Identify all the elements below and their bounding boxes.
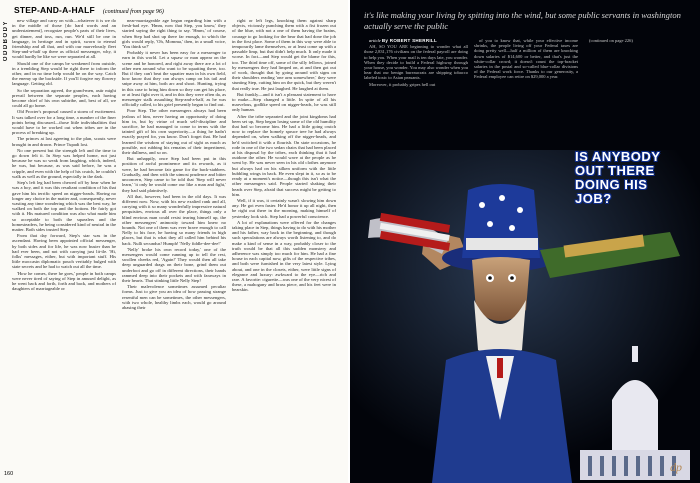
paragraph: Well, if it was, it certainly wasn't slowing him down any. He got even faster. He'd honor it up all night, then be right out there in the morning, making himself of yesterday look sick. Step had a powerful conscience. bbox=[232, 197, 336, 219]
uncle-sam-face bbox=[472, 257, 530, 356]
paragraph: But frankly—and it isn't a pleasant statement to have to make—Step changed a little. In spite of all his marvelous, godlike speed on nigger-heads, he was still only human. bbox=[232, 91, 336, 113]
article-column-3 bbox=[584, 38, 688, 158]
paragraph: But unhappily, once Step had been put in this position of awful prominence and its rewards, as it were, he had become fair game for the back-stabbers. Gradually, and then with the utmost prudence and bitter unconcern, Step came to be told that 'Step will never learn,' 'it only he would come our like a man and fight,' they had said plaintively. bbox=[122, 156, 226, 193]
paragraph: All that, however, had been in the old days. It was different now. Now, with his new exalted rank and all, carrying with it so many wonderfully impressive natural perquisites, envious all over the place, things only a blind envious man could resist tearing himself up, the other messengers' animosity toward him knew no bounds. Not one of them was ever brave enough to call Nelly to his face, he having so many friends in high places, but that is what they all called him behind his back. Nulli secundus! Humph! 'Nelly fiddle-dee-dee!' bbox=[122, 193, 226, 246]
article-column-1 bbox=[364, 38, 468, 158]
paragraph: Poor Step. The other messengers always had been jealous of him, never having an opportunity of doing him in, but by virtue of much self-discipline and sacrifice, he had managed to come to terms with the tainted gift of his own superiority—a thing he hadn't exactly prayed for, you know. Don't forget that. He had learned the wisdom of staying out of sight as much as possible, not rubbing his remains of their impertinent, their dullness, and so on. bbox=[122, 108, 226, 156]
paragraph: Should one of the camps be weakened from outside, in a trembling Step would be right there to inform the other, and in no time help would be on the way. Catch the enemy up the backside. If you'll forgive my flowery language. Getting old. bbox=[12, 60, 116, 87]
headline-line-1: IS ANYBODY bbox=[575, 149, 661, 164]
headline-line-4: JOB? bbox=[575, 191, 612, 206]
section-label: ODDBODY bbox=[3, 20, 9, 62]
byline bbox=[364, 38, 468, 43]
paragraph: near-marriageable age began regarding him with a fresh-bad eye. 'Hmm, now that Step, you know,' they started saying the right thing to say. 'Hmm,' of course, when Step had shot up there far enough, to which the girls would reply, 'Oh, Momma,' then, in a small voice, 'You think so?' bbox=[122, 18, 226, 50]
headline-line-3: DOING HIS bbox=[575, 177, 648, 192]
story-headline bbox=[14, 5, 334, 15]
paragraph: Probably it never has been easy for a messenger to earn in this world. Let a squaw or man appear on the scene and be honored, and right away there are a lot of other men around who want to be squatting there, too. But if they can't beat the squatter man in his own field, how know that they can always camp on his tail and snipe away at him, both arc and shoot. Hunting, trying in this case to bring him down so they can get his place, or at least fight over it, and in this they were often da, as messenger stalk assaulting Step-and-a-half, as he was officially called, to his grief presently began to find out. bbox=[122, 50, 226, 108]
author-name: By ROBERT SHERRILL bbox=[381, 38, 438, 43]
paragraph: After the tribe separated and the joint kingdoms had been set up, Step began losing some of the old humility that had so become him. He had a little going crutch now to replace the homely spruce tree he had always depended on, when walking off the nigger-heads, and he'd switched it with a flourish. On state occasions, he rode in one of the two sedan chairs that had been placed at his disposal by the tribes, each thinking that it had outdone the other. He would wave at the people as he went by. He was never seen in his old clothes anymore but always had on his silken uniform with the little bubbling wings in back. He even slept in it, so as to be ready at a moment's notice—though this isn't what the other messengers said. People started shaking their heads over Step, afraid that success might be getting to him. bbox=[232, 113, 336, 197]
left-page bbox=[0, 0, 348, 483]
artist-signature: dp bbox=[670, 460, 682, 474]
paragraph: AH, SO YOU ARE beginning to wonder what all those 2,831,176 civilians on the federal payroll are doing to help you. When your mail is ten days late, you wonder. When they decide to build a Federal highway through your house, you wonder. You may also wonder when you hear that our benign bureaucrats are shipping tobacco labeled toxic to Asian peasants. bbox=[364, 44, 468, 81]
uncle-sam-body bbox=[432, 349, 572, 483]
paragraph: Step's left leg had been chewed off by bear when he was a boy, and it was this resultant condition of his that gave him his terrific speed on nigger-heads. Having no longer any choice in the matter and, consequently, never wasting any time wondering which was the best way, he walked on both the top and the bottom. He fairly got with it. His matured condition was also what made him so acceptable to both the squealers and the homesteaders, he being considered kind of neutral in the matter. Both sides trusted Step. bbox=[12, 180, 116, 232]
paragraph: Their malevolence sometimes assumed peculiar forms. Just to give you an idea of how passing strange resentful men can be sometimes, the other messengers, with two whole, healthy limbs each, would go around abasing their bbox=[122, 284, 226, 310]
continued-note: (continued from page 96) bbox=[102, 9, 164, 15]
paragraph: So the separation agreed, the grand-men, astir might prevail between the separate peoples, each having become chief of his own subtribe, and, best of all, we could all go home. bbox=[12, 87, 116, 109]
paragraph: (continued on page 226) bbox=[589, 38, 633, 43]
text-column-1 bbox=[12, 18, 116, 460]
paragraph: Moreover, it probably gripes hell out bbox=[369, 81, 436, 87]
paragraph: 'Nelly' broke his own record today,' one of the messengers would come running up to tell the rest, swollen cheeks red, 'Again!' They would then all take deep unguarded drags on their bone, grind them out underfoot and go off in different directions, their hands rammed deep into their pockets and with faraways in their hearts. That stinking little Nelly Step! bbox=[122, 246, 226, 283]
paragraph: new village and carry on with—whatever it is we do in the middle of those [do hard words and an understatement], recognize people's parts of their lives, get dinner, and toss, run, run. We'd still be one in language, in heritage and in spirit, sworn to eternal friendship and all that, and with our marvelously fleet Step-and-a-half up there as official messenger, why, it would hardly be like we were separated at all. bbox=[12, 18, 116, 60]
big-question-headline bbox=[575, 150, 695, 206]
page-number: 160 bbox=[4, 471, 14, 477]
headline-title: STEP-AND-A-HALF bbox=[14, 5, 95, 15]
paragraph: right or left legs, knocking them against sharp objects, viciously punching them with a fist frozen out of the blue, with not a one of them having the brains, courage to go looking for the bear that had done the job in the first place. Some of them in this way were able to temporarily lame themselves, or at least come up with a passable limp, but that didn't help much. It only made it worse. In fact—and Step would get the blame for this, too. The third time off, some of the silly fellows, joined by messengers they had limped on, at and then got out of work, thought that by going around with signs on their shoulders reading 'one arm somewhere,' they were stunting Step, cutting him on the quick, but they weren't that really true. He just laughed. He laughed at them. bbox=[232, 18, 336, 91]
paragraph: No one present but the strength left and the time to go down felt it. In Step was helped home, not just because he was so weak from laughing, which, indeed, he was, but because, as was said before, he was a cripple, and even with the help of his crutch, he couldn't walk as well as the ground, especially in the dark. bbox=[12, 147, 116, 179]
text-column-3 bbox=[232, 18, 336, 460]
right-page bbox=[350, 0, 700, 483]
paragraph: Old Procter's proposal caused a storm of excitement. It was talked over for a long time, a number of the finer points being discussed—those little individualities that would have to be worked out when tribes are in the process of breaking up. bbox=[12, 109, 116, 136]
paragraph: The princes at last agreeing to the plan, scouts were brought in and drawn. Prince Tupadi lost. bbox=[12, 136, 116, 147]
paragraph: A lot of explanations were offered for the changes taking place in Step, things having to do with his mother and his father, way back in the beginning, and though such speculations are always worth listening to, and do make a kind of sense in a way, probably closer to the truth would be that all this sudden monstery and adherence was simply too much for him. He had a fine house in each capital now, gifts of the respective tribes, and both were furnished in the very latest style. Lying about, and one in the closets, either, were little signs of elegance and luxury: awkward to the eye—rich and rare. A favorite: cigarette—was one of the very nicest of these, a mahogany and brass piece, and his feet were in bearskin. bbox=[232, 219, 336, 293]
text-column-2 bbox=[122, 18, 226, 460]
paragraph: 'How he comes, there he goes,' people in both camps were never tired of saying of Step in amused delight, as he went back and forth, forth and back, and mothers of daughters of marriageable or bbox=[12, 270, 116, 292]
article-kicker: it's like making your living by spitting into the wind, but some public servants in washington actually serve the public bbox=[364, 10, 681, 31]
headline-line-2: OUT THERE bbox=[575, 163, 655, 178]
byline-prefix: article bbox=[369, 38, 381, 43]
article-column-2 bbox=[474, 38, 578, 158]
paragraph: From that day forward, Step's star was in the ascendant. Having been appointed official messenger, by both sides and for life, he was now busier than he had ever been, and not with carrying just lit-tle. 'Hi, folks' messages, either, but with important stuff. His little moccasin diplomatic pouch veritably bulged with state secrets and he had to watch out all the time. bbox=[12, 233, 116, 270]
paragraph: of you to know that, while your effective income shrinks, the people living off your Federal taxes are doing pretty well—half a million of them are knocking down salaries of $14,600 or better, and that's just the white-collar crowd; it doesn't count the top-bracket salaries in the postal and so-called blue-collar divisions of the Federal work force. Thanks to our generosity, a Federal employee can retire on $29,000 a year. bbox=[474, 38, 578, 80]
